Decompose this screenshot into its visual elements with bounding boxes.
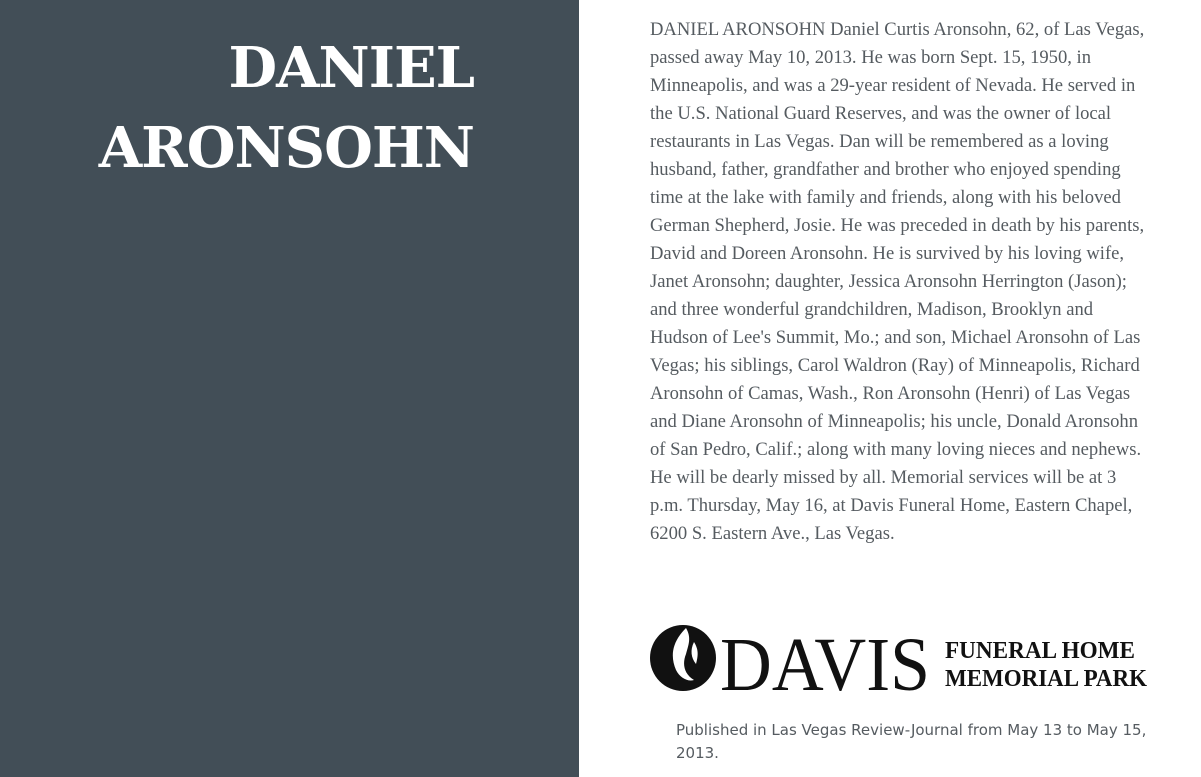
deceased-name-heading [34, 28, 474, 188]
published-notice: Published in Las Vegas Review-Journal from May 13 to May 15, 2013. [676, 721, 1147, 762]
name-first: DANIEL [228, 35, 474, 101]
obituary-panel [579, 0, 1201, 777]
logo-line1: FUNERAL HOME [945, 638, 1135, 664]
logo-line2: MEMORIAL PARK [945, 666, 1148, 692]
funeral-home-logo [650, 620, 1150, 700]
flame-emblem-icon [650, 625, 716, 691]
obituary-text: DANIEL ARONSOHN Daniel Curtis Aronsohn, 62, of Las Vegas, passed away May 10, 2013. He was born Sept. 15, 1950, in Minneapolis, and was a 29-year resident of Nevada. He served in the U.S. National Guard Reserves, and was the owner of local restaurants in Las Vegas. Dan will be remembered as a loving husband, father, grandfather and brother who enjoyed spending time at the lake with family and friends, along with his beloved German Shepherd, Josie. He was preceded in death by his parents, David and Doreen Aronsohn. He is survived by his loving wife, Janet Aronsohn; daughter, Jessica Aronsohn Herrington (Jason); and three wonderful grandchildren, Madison, Brooklyn and Hudson of Lee's Summit, Mo.; and son, Michael Aronsohn of Las Vegas; his siblings, Carol Waldron (Ray) of Minneapolis, Richard Aronsohn of Camas, Wash., Ron Aronsohn (Henri) of Las Vegas and Diane Aronsohn of Minneapolis; his uncle, Donald Aronsohn of San Pedro, Calif.; along with many loving nieces and nephews. He will be dearly missed by all. Memorial services will be at 3 p.m. Thursday, May 16, at Davis Funeral Home, Eastern Chapel, 6200 S. Eastern Ave., Las Vegas. [650, 19, 1145, 544]
name-panel [0, 0, 579, 777]
logo-name: DAVIS [720, 623, 930, 700]
name-last: ARONSOHN [98, 115, 474, 181]
